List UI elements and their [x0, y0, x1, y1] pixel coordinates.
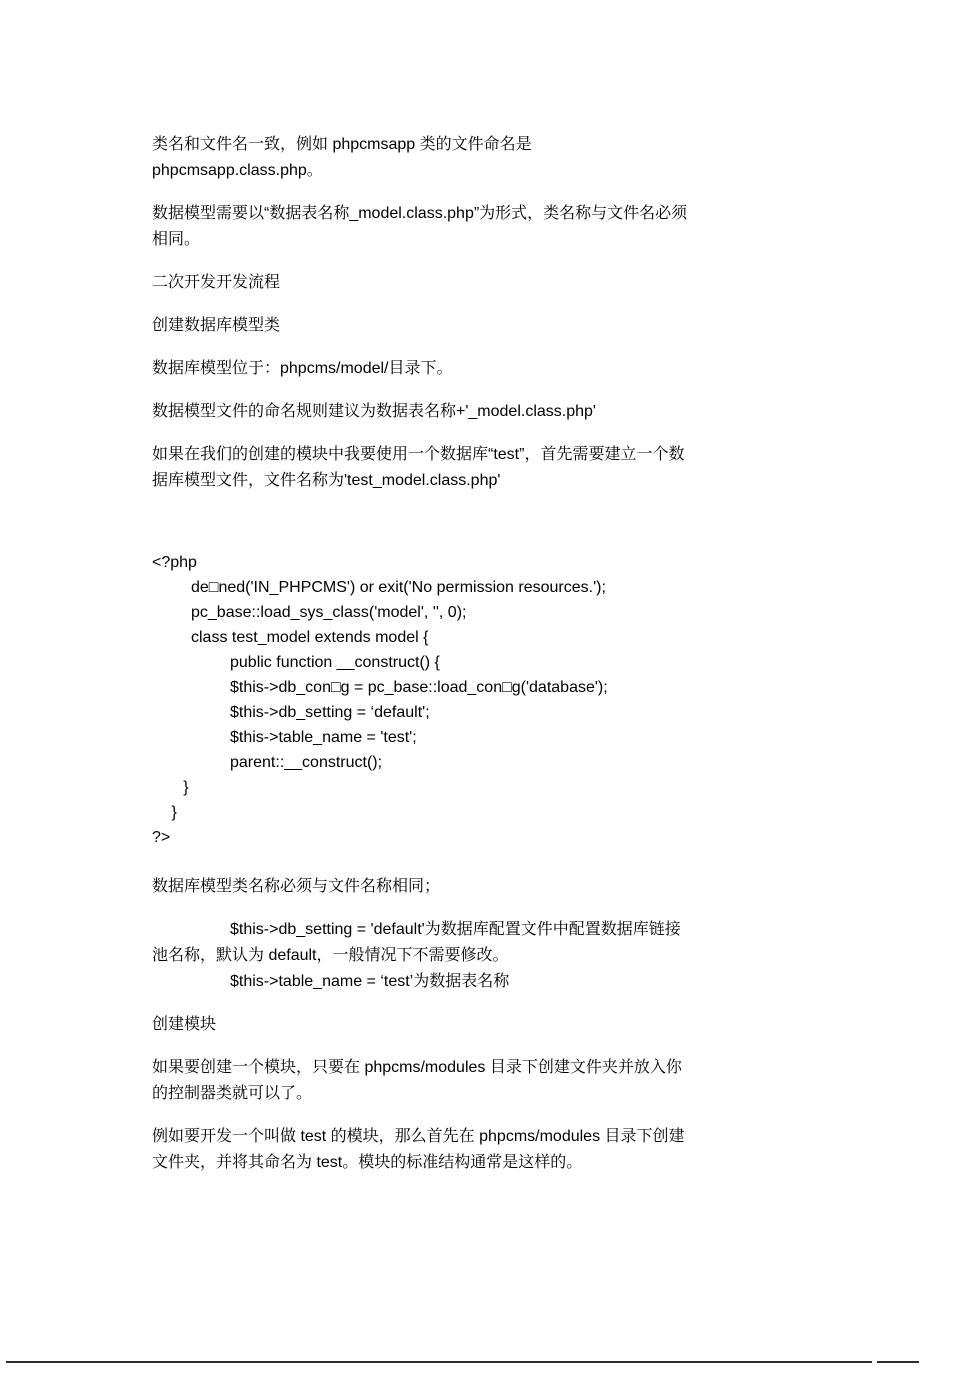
text-line: 的控制器类就可以了。 [152, 1085, 313, 1102]
code-line: <?php [152, 554, 197, 571]
paragraph [152, 1012, 862, 1038]
footer-rule-right [877, 1361, 919, 1363]
paragraph [152, 1055, 862, 1107]
document-body [152, 132, 862, 1176]
note-block [152, 917, 862, 995]
code-line: $this->db_con□g = pc_base::load_con□g('database'); [230, 679, 608, 696]
paragraph [152, 442, 862, 494]
text-line: 创建模块 [152, 1016, 217, 1033]
text-line: 数据库模型类名称必须与文件名称相同； [152, 878, 441, 895]
code-line: parent::__construct(); [230, 754, 383, 771]
paragraph [152, 201, 862, 253]
code-line: } [171, 804, 177, 821]
paragraph [152, 270, 862, 296]
code-line: pc_base::load_sys_class('model', '', 0); [191, 604, 467, 621]
text-line: 据库模型文件，文件名称为'test_model.class.php' [152, 472, 501, 489]
text-line: 如果要创建一个模块，只要在 phpcms/modules 目录下创建文件夹并放入你 [152, 1059, 682, 1076]
paragraph [152, 874, 862, 900]
text-line: 二次开发开发流程 [152, 274, 281, 291]
code-line: $this->table_name = 'test'; [230, 729, 417, 746]
text-line: 例如要开发一个叫做 test 的模块，那么首先在 phpcms/modules 目录下创建 [152, 1128, 685, 1145]
text-line: 相同。 [152, 231, 201, 248]
code-block [152, 550, 862, 850]
code-line: $this->db_setting = ‘default'; [230, 704, 430, 721]
text-line: 如果在我们的创建的模块中我要使用一个数据库“test”，首先需要建立一个数 [152, 446, 685, 463]
footer-rule-left [6, 1361, 872, 1363]
text-line: 类名和文件名一致，例如 phpcmsapp 类的文件命名是 [152, 136, 532, 153]
text-line: 数据模型文件的命名规则建议为数据表名称+'_model.class.php' [152, 403, 596, 420]
paragraph [152, 132, 862, 184]
code-line: class test_model extends model { [191, 629, 429, 646]
text-line: $this->db_setting = 'default'为数据库配置文件中配置数据库链接 [230, 921, 681, 938]
text-line: 数据库模型位于：phpcms/model/目录下。 [152, 360, 453, 377]
paragraph [152, 1124, 862, 1176]
text-line: 创建数据库模型类 [152, 317, 281, 334]
text-line: 数据模型需要以“数据表名称_model.class.php”为形式，类名称与文件名必须 [152, 205, 688, 222]
text-line: phpcmsapp.class.php。 [152, 162, 323, 179]
code-line: public function __construct() { [230, 654, 440, 671]
text-line: 池名称，默认为 default，一般情况下不需要修改。 [152, 947, 509, 964]
paragraph [152, 399, 862, 425]
paragraph [152, 356, 862, 382]
code-line: ?> [152, 829, 171, 846]
text-line: 文件夹，并将其命名为 test。模块的标准结构通常是这样的。 [152, 1154, 583, 1171]
code-line: } [183, 779, 189, 796]
text-line: $this->table_name = ‘test’为数据表名称 [230, 973, 510, 990]
code-line: de□ned('IN_PHPCMS') or exit('No permission resources.'); [191, 579, 606, 596]
paragraph [152, 313, 862, 339]
